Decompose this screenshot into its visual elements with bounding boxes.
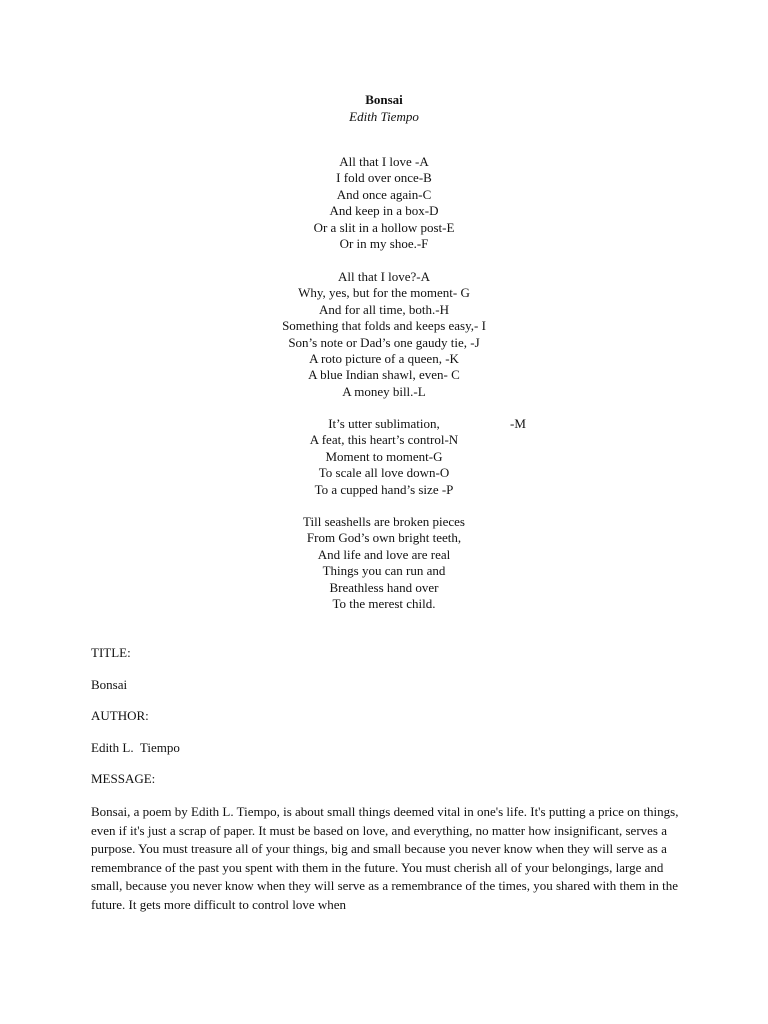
poem-line: Breathless hand over xyxy=(329,579,439,595)
poem-line: From God’s own bright teeth, xyxy=(306,530,462,546)
poem-line: Moment to moment-G xyxy=(325,448,443,464)
poem-line: I fold over once-B xyxy=(336,170,432,186)
poem-line: To scale all love down-O xyxy=(318,465,450,481)
poem-line: And keep in a box-D xyxy=(329,203,439,219)
message-label: MESSAGE: xyxy=(91,771,156,786)
poem-line: To a cupped hand’s size -P xyxy=(314,481,454,497)
poem-stanza-4 xyxy=(0,514,768,612)
rhyme-marker: -M xyxy=(510,416,526,431)
poem-line: Son’s note or Dad’s one gaudy tie, -J xyxy=(288,334,480,350)
poem-title: Bonsai xyxy=(365,92,403,107)
poem-line: Why, yes, but for the moment- G xyxy=(298,285,470,301)
poem-line: A blue Indian shawl, even- C xyxy=(308,367,460,383)
message-paragraph: Bonsai, a poem by Edith L. Tiempo, is about small things deemed vital in one's life. It's putting a price on things, even if it's just a scrap of paper. It must be based on love, and everything, no matter how insignificant, serves a purpose. You must treasure all of your things, big and small because you never know when they will serve as a remembrance of the past you spent with them in the future. You must cherish all of your belongings, large and small, because you never know when they will serve as a remembrance of the times, you shared with them in the future. It gets more difficult to control love when xyxy=(91,804,679,912)
poem-line-with-rhyme xyxy=(0,416,768,432)
poem-stanza-3 xyxy=(0,416,768,498)
poem-line: Things you can run and xyxy=(322,563,446,579)
poem-line: Or in my shoe.-F xyxy=(339,236,429,252)
poem-author: Edith Tiempo xyxy=(349,109,419,124)
poem-line: A money bill.-L xyxy=(342,383,426,399)
title-value: Bonsai xyxy=(91,677,128,692)
poem-line: And for all time, both.-H xyxy=(319,301,449,317)
author-value: Edith L. Tiempo xyxy=(91,740,180,755)
poem-line: Or a slit in a hollow post-E xyxy=(313,219,455,235)
author-label: AUTHOR: xyxy=(91,708,149,723)
poem-line: All that I love?-A xyxy=(337,269,431,284)
poem-stanza-1 xyxy=(0,154,768,252)
poem-line: And once again-C xyxy=(336,186,432,202)
poem-line: A feat, this heart’s control-N xyxy=(309,432,459,448)
title-label: TITLE: xyxy=(91,645,131,660)
poem-stanza-2 xyxy=(0,269,768,400)
poem-line: And life and love are real xyxy=(317,546,451,562)
poem-line: Till seashells are broken pieces xyxy=(303,514,465,529)
poem-line: All that I love -A xyxy=(339,154,429,169)
poem-line: To the merest child. xyxy=(332,596,436,612)
poem-line: It’s utter sublimation, xyxy=(328,416,440,431)
poem-line: Something that folds and keeps easy,- I xyxy=(282,318,486,334)
poem-line: A roto picture of a queen, -K xyxy=(309,351,459,367)
